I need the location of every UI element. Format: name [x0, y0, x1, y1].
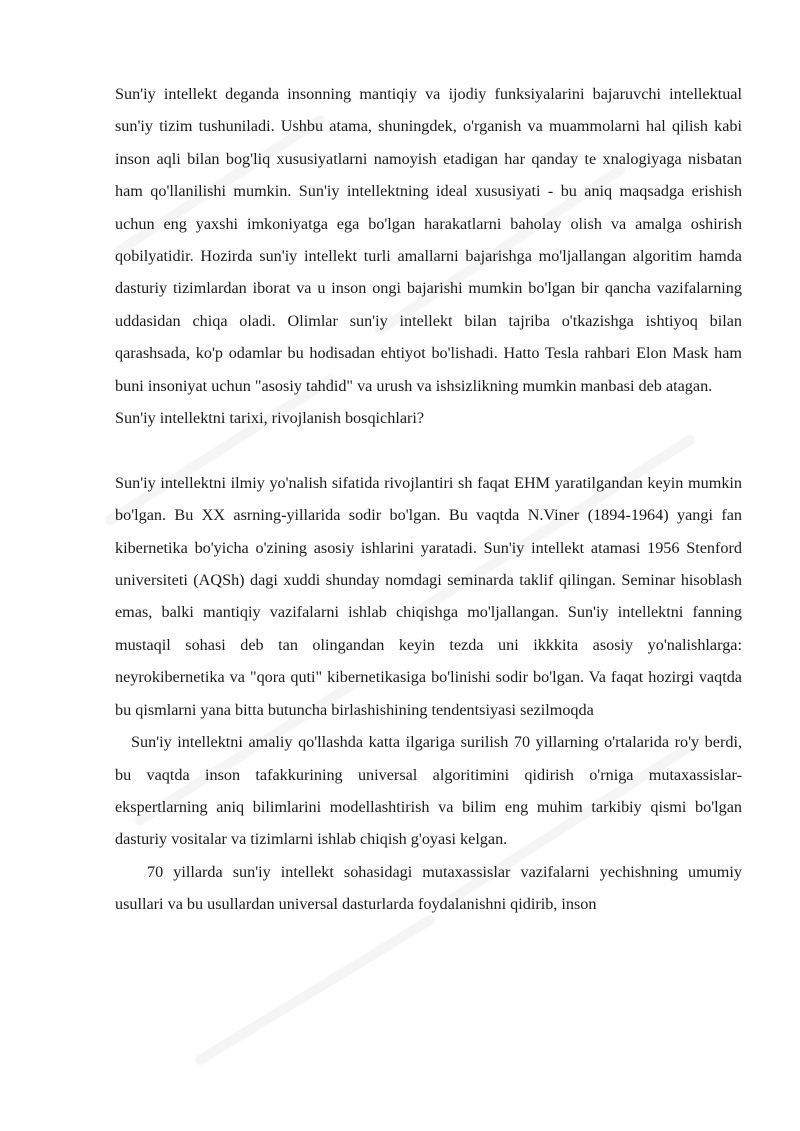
document-page [115, 78, 742, 921]
section-heading: Sun'iy intellektni tarixi, rivojlanish bosqichlari? [115, 409, 425, 428]
paragraph-seventies: 70 yillarda sun'iy intellekt sohasidagi mutaxassislar vazifalarni yechishning umumiy usullari va bu usullardan universal dasturlarda foydalanishni qidirib, inson [115, 862, 742, 914]
blank-line [115, 434, 742, 466]
paragraph-applications: Sun'iy intellektni amaliy qo'llashda katta ilgariga surilish 70 yillarning o'rtalarida ro'y berdi, bu vaqtda inson tafakkurining universal algoritimini qidirish o'rniga mutaxassislar-ekspertlarning aniq bilimlarini modellashtirish va bilim eng muhim tarkibiy qismi bo'lgan dasturiy vositalar va tizimlarni ishlab chiqish g'oyasi kelgan. [115, 733, 742, 849]
paragraph-history: Sun'iy intellektni ilmiy yo'nalish sifatida rivojlantiri sh faqat EHM yaratilgandan keyin mumkin bo'lgan. Bu XX asrning-yillarida sodir bo'lgan. Bu vaqtda N.Viner (1894-1964) yangi fan kibernetika bo'yicha o'zining asosiy ishlarini yaratadi. Sun'iy intellekt atamasi 1956 Stenford universiteti (AQSh) dagi xuddi shunday nomdagi seminarda taklif qilingan. Seminar hisoblash emas, balki mantiqiy vazifalarni ishlab chiqishga mo'ljallangan. Sun'iy intellektni fanning mustaqil sohasi deb tan olingandan keyin tezda uni ikkkita asosiy yo'nalishlarga: neyrokibernetika va "qora quti" kibernetikasiga bo'linishi sodir bo'lgan. Va faqat hozirgi vaqtda bu qismlarni yana bitta butuncha birlashishining tendentsiyasi sezilmoqda [115, 473, 742, 719]
paragraph-intro: Sun'iy intellekt deganda insonning mantiqiy va ijodiy funksiyalarini bajaruvchi intellektual sun'iy tizim tushuniladi. Ushbu atama, shuningdek, o'rganish va muammolarni hal qilish kabi inson aqli bilan bog'liq xususiyatlarni namoyish etadigan har qanday te xnalogiyaga nisbatan ham qo'llanilishi mumkin. Sun'iy intellektning ideal xususiyati - bu aniq maqsadga erishish uchun eng yaxshi imkoniyatga ega bo'lgan harakatlarni baholay olish va amalga oshirish qobilyatidir. Hozirda sun'iy intellekt turli amallarni bajarishga mo'ljallangan algoritim hamda dasturiy tizimlardan iborat va u inson ongi bajarishi mumkin bo'lgan bir qancha vazifalarning uddasidan chiqa oladi. Olimlar sun'iy intellekt bilan tajriba o'tkazishga ishtiyoq bilan qarashsada, ko'p odamlar bu hodisadan ehtiyot bo'lishadi. Hatto Tesla rahbari Elon Mask ham buni insoniyat uchun "asosiy tahdid" va urush va ishsizlikning mumkin manbasi deb atagan. [115, 85, 742, 395]
